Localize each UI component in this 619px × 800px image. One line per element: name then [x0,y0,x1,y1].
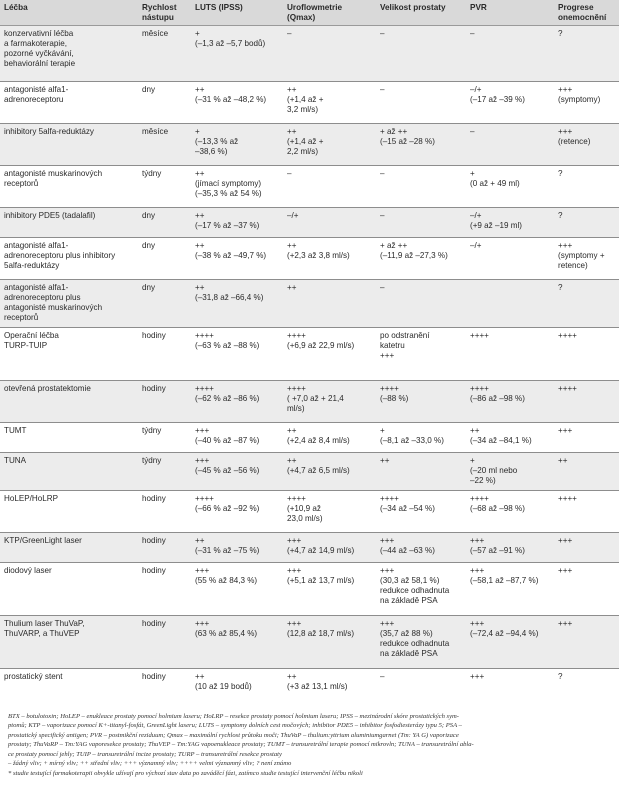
cell-text: dny [142,241,156,250]
cell-text: +++ (–40 % až –87 %) [195,426,260,445]
table-cell [191,82,283,124]
table-cell [138,208,191,238]
table-cell [376,491,466,533]
cell-text: ++++ (–66 % až –92 %) [195,494,260,513]
cell-text: – [287,169,292,178]
table-row [0,26,619,82]
header-cell: PVR [466,0,554,26]
table-cell [0,208,138,238]
cell-text: ++++ (–62 % až –86 %) [195,384,260,403]
table-cell [554,616,619,669]
cell-text: +++ (12,8 až 18,7 ml/s) [287,619,355,638]
table-cell [554,491,619,533]
table-cell [554,280,619,328]
cell-text: ++ (–34 až –84,1 %) [470,426,532,445]
cell-text: diodový laser [4,566,52,575]
table-row [0,238,619,280]
cell-text: týdny [142,169,162,178]
legend-line: BTX – botulotoxin; HoLEP – enukleace prostaty pomocí holmium laseru; HoLRP – resekce prostaty pomocí holmium laseru; IPSS – mezinárodní skóre prostatických sym- [8,712,459,720]
table-cell [138,280,191,328]
table-cell [554,669,619,700]
table-cell [0,238,138,280]
table-row [0,563,619,616]
table-cell [0,280,138,328]
cell-text: ++++ ( +7,0 až + 21,4 ml/s) [287,384,344,413]
table-cell [283,616,376,669]
cell-text: +++ (–45 % až –56 %) [195,456,260,475]
cell-text: ++ [558,456,568,465]
table-cell [376,563,466,616]
table-header-row [0,0,619,26]
table-cell [283,208,376,238]
table-row [0,533,619,563]
table-cell [283,669,376,700]
table-cell [191,124,283,166]
table-cell [283,491,376,533]
cell-text: – [380,211,385,220]
table-cell [191,238,283,280]
table-cell [466,533,554,563]
table-cell [554,453,619,491]
cell-text: ++++ (+6,9 až 22,9 ml/s) [287,331,355,350]
table-cell [376,381,466,423]
table-cell [376,26,466,82]
table-cell [283,124,376,166]
table-cell [466,491,554,533]
header-cell: Progrese onemocnění [554,0,619,26]
header-cell: Léčba [0,0,138,26]
table-row [0,280,619,328]
header-cell: Rychlost nástupu [138,0,191,26]
table-row [0,208,619,238]
table-cell [0,533,138,563]
header-cell: Uroflowmetrie (Qmax) [283,0,376,26]
cell-text: +++ (+5,1 až 13,7 ml/s) [287,566,355,585]
table-cell [138,533,191,563]
table-cell [191,669,283,700]
cell-text: hodiny [142,384,166,393]
cell-text: antagonisté alfa1- adrenoreceptoru [4,85,69,104]
cell-text: –/+ [287,211,299,220]
table-cell [376,208,466,238]
cell-text: ++ (–38 % až –49,7 %) [195,241,267,260]
table-cell [466,166,554,208]
table-cell [138,669,191,700]
table-cell [466,328,554,381]
cell-text: ++ (+3 až 13,1 ml/s) [287,672,348,691]
cell-text: ++ (+1,4 až + 3,2 ml/s) [287,85,324,114]
table-cell [191,280,283,328]
cell-text: HoLEP/HoLRP [4,494,58,503]
table-cell [376,328,466,381]
cell-text: antagonisté muskarinových receptorů [4,169,103,188]
cell-text: dny [142,85,156,94]
cell-text: ++ (10 až 19 bodů) [195,672,252,691]
table-cell [376,533,466,563]
cell-text: dny [142,211,156,220]
table-row [0,124,619,166]
table-cell [138,82,191,124]
cell-text: ++++ [558,331,577,340]
cell-text: ++ (+2,3 až 3,8 ml/s) [287,241,350,260]
cell-text: ? [558,211,563,220]
table-cell [554,82,619,124]
table-cell [138,26,191,82]
table-cell [554,238,619,280]
cell-text: hodiny [142,536,166,545]
cell-text: + až ++ (–15 až –28 %) [380,127,435,146]
cell-text: ++ (+1,4 až + 2,2 ml/s) [287,127,324,156]
table-cell [0,166,138,208]
table-cell [376,166,466,208]
cell-text: +++ (retence) [558,127,591,146]
table-cell [283,423,376,453]
table-row [0,82,619,124]
cell-text: antagonisté alfa1- adrenoreceptoru plus antagonisté muskarinových receptorů [4,283,103,322]
table-cell [138,453,191,491]
cell-text: + (–20 ml nebo –22 %) [470,456,518,485]
cell-text: – [380,29,385,38]
cell-text: +++ [558,619,573,628]
legend-line: ce prostaty pomocí jehly; TUIP – transuretrální incize prostaty; TURP – transuretrální resekce prostaty [8,750,282,758]
table-cell [554,26,619,82]
cell-text: +++ [470,672,485,681]
cell-text: +++ [558,426,573,435]
table-row [0,328,619,381]
cell-text: ++++ (+10,9 až 23,0 ml/s) [287,494,323,523]
table-cell [0,669,138,700]
cell-text: + (0 až + 49 ml) [470,169,520,188]
table-cell [191,26,283,82]
table-row [0,166,619,208]
cell-text: +++ [558,536,573,545]
cell-text: ++ (+2,4 až 8,4 ml/s) [287,426,350,445]
table-cell [191,328,283,381]
table-cell [283,381,376,423]
cell-text: ++ (+4,7 až 6,5 ml/s) [287,456,350,475]
table-cell [138,616,191,669]
table-cell [466,453,554,491]
cell-text: ? [558,29,563,38]
table-cell [283,328,376,381]
cell-text: –/+ (+9 až –19 ml) [470,211,522,230]
table-cell [376,124,466,166]
table-cell [138,423,191,453]
table-cell [191,208,283,238]
table-cell [466,238,554,280]
cell-text: – [287,29,292,38]
cell-text: ++ (jímací symptomy) (–35,3 % až 54 %) [195,169,262,198]
table-row [0,381,619,423]
legend-line: prostaty; ThuVaRP – Tm:YAG vaporesekce prostaty; ThuVEP – Tm:YAG vapoenukleace prostaty; TUMT – transuretrální terapie pomocí mikrovln; TUNA – transuretrální abla- [8,741,474,749]
table-cell [376,280,466,328]
cell-text: +++ (–44 až –63 %) [380,536,435,555]
cell-text: ++++ (–63 % až –88 %) [195,331,260,350]
table-cell [138,491,191,533]
table-cell [191,453,283,491]
table-cell [554,563,619,616]
cell-text: +++ (35,7 až 88 %) redukce odhadnuta na základě PSA [380,619,450,658]
table-cell [191,166,283,208]
legend-line: * studie testující farmakoterapii obvykle užívají pro výchozí stav data po zaváděcí fázi, zatímco studie testující intervenční léčbu nikoli [8,770,363,778]
cell-text: ++ [380,456,390,465]
table-cell [0,82,138,124]
cell-text: hodiny [142,672,166,681]
cell-text: Thulium laser ThuVaP, ThuVARP, a ThuVEP [4,619,85,638]
table-cell [138,124,191,166]
table-cell [376,238,466,280]
table-cell [138,563,191,616]
cell-text: dny [142,283,156,292]
legend-line: – žádný vliv; + mírný vliv; ++ střední vliv; +++ významný vliv; ++++ velmi významný vliv; ? není známo [8,760,292,768]
cell-text: +++ (–58,1 až –87,7 %) [470,566,539,585]
cell-text: ? [558,169,563,178]
cell-text: hodiny [142,331,166,340]
cell-text: antagonisté alfa1- adrenoreceptoru plus inhibitory 5alfa-reduktázy [4,241,116,270]
table-cell [0,328,138,381]
table-cell [554,533,619,563]
cell-text: ++ [287,283,297,292]
cell-text: ? [558,283,563,292]
legend-line: prostatický specifický antigen; PVR – postmikční reziduum; Qmax – maximální rychlost průtoku moči; ThuVaP – thulium:yttrium aluminiumgarnet (Tm: YA G) vaporizace [8,731,459,739]
table-cell [554,328,619,381]
table-cell [466,616,554,669]
table-cell [283,533,376,563]
table-cell [0,563,138,616]
cell-text: +++ (symptomy) [558,85,601,104]
table-cell [554,166,619,208]
table-cell [283,26,376,82]
cell-text: KTP/GreenLight laser [4,536,82,545]
cell-text: ++ (–31,8 až –66,4 %) [195,283,264,302]
cell-text: – [380,672,385,681]
table-cell [0,26,138,82]
table-cell [191,533,283,563]
cell-text: –/+ (–17 až –39 %) [470,85,525,104]
table-cell [466,280,554,328]
table-legend [0,700,619,779]
table-row [0,491,619,533]
table-cell [554,208,619,238]
cell-text: hodiny [142,619,166,628]
cell-text: prostatický stent [4,672,63,681]
cell-text: ++++ [558,494,577,503]
table-cell [376,423,466,453]
table-cell [376,616,466,669]
header-cell: Velikost prostaty [376,0,466,26]
cell-text: +++ (–72,4 až –94,4 %) [470,619,539,638]
table-cell [554,124,619,166]
table-cell [138,328,191,381]
cell-text: ++ (–31 % až –48,2 %) [195,85,267,104]
cell-text: měsíce [142,127,169,136]
cell-text: ++++ [558,384,577,393]
cell-text: – [470,127,475,136]
table-cell [554,381,619,423]
table-cell [191,491,283,533]
cell-text: + (–8,1 až –33,0 %) [380,426,444,445]
table-cell [0,453,138,491]
table-row [0,453,619,491]
table-cell [283,453,376,491]
table-cell [466,423,554,453]
cell-text: ++++ [470,331,489,340]
cell-text: hodiny [142,494,166,503]
cell-text: + (–13,3 % až –38,6 %) [195,127,239,156]
cell-text: +++ (+4,7 až 14,9 ml/s) [287,536,355,555]
table-cell [138,238,191,280]
table-cell [466,82,554,124]
table-cell [283,238,376,280]
table-cell [191,616,283,669]
cell-text: ++ (–17 % až –37 %) [195,211,260,230]
table-cell [283,82,376,124]
cell-text: –/+ [470,241,482,250]
cell-text: TUMT [4,426,27,435]
table-cell [0,381,138,423]
table-cell [283,280,376,328]
table-cell [0,423,138,453]
cell-text: – [380,85,385,94]
table-cell [376,82,466,124]
header-cell: LUTS (IPSS) [191,0,283,26]
table-cell [0,124,138,166]
table-cell [0,616,138,669]
table-cell [376,453,466,491]
table-cell [376,669,466,700]
table-row [0,669,619,700]
cell-text: – [470,29,475,38]
cell-text: konzervativní léčba a farmakoterapie, pozorné vyčkávání, behaviorální terapie [4,29,76,68]
cell-text: po odstranění katetru +++ [380,331,430,360]
cell-text: – [380,169,385,178]
table-cell [466,124,554,166]
table-cell [138,381,191,423]
cell-text: + až ++ (–11,9 až –27,3 %) [380,241,448,260]
table-cell [466,669,554,700]
cell-text: +++ (63 % až 85,4 %) [195,619,258,638]
table-cell [466,563,554,616]
cell-text: +++ (–57 až –91 %) [470,536,525,555]
cell-text: +++ [558,566,573,575]
table-cell [466,208,554,238]
cell-text: měsíce [142,29,169,38]
cell-text: – [380,283,385,292]
table-cell [283,166,376,208]
cell-text: ? [558,672,563,681]
table-row [0,423,619,453]
table-cell [191,381,283,423]
table-cell [191,563,283,616]
cell-text: ++ (–31 % až –75 %) [195,536,260,555]
table-cell [283,563,376,616]
cell-text: +++ (30,3 až 58,1 %) redukce odhadnuta na základě PSA [380,566,450,605]
table-cell [466,26,554,82]
cell-text: ++++ (–34 až –54 %) [380,494,435,513]
cell-text: týdny [142,456,162,465]
cell-text: hodiny [142,566,166,575]
cell-text: + (–1,3 až –5,7 bodů) [195,29,266,48]
table-cell [191,423,283,453]
cell-text: +++ (55 % až 84,3 %) [195,566,258,585]
table-cell [554,423,619,453]
table-body [0,26,619,700]
table-cell [466,381,554,423]
cell-text: inhibitory PDE5 (tadalafil) [4,211,96,220]
cell-text: inhibitory 5alfa-reduktázy [4,127,94,136]
cell-text: otevřená prostatektomie [4,384,91,393]
cell-text: týdny [142,426,162,435]
cell-text: Operační léčba TURP-TUIP [4,331,59,350]
cell-text: ++++ (–68 až –98 %) [470,494,525,513]
cell-text: +++ (symptomy + retence) [558,241,605,270]
cell-text: ++++ (–86 až –98 %) [470,384,525,403]
cell-text: ++++ (–88 %) [380,384,409,403]
table-row [0,616,619,669]
cell-text: TUNA [4,456,27,465]
table-cell [138,166,191,208]
legend-line: ptomů; KTP – vaporizace pomocí K+-titanyl-fosfát, GreenLight laseru; LUTS – symptomy dolních cest močových; inhibitor PDE5 – inhibitor fosfodiesterázy typu 5; PSA – [8,722,462,730]
table-cell [0,491,138,533]
